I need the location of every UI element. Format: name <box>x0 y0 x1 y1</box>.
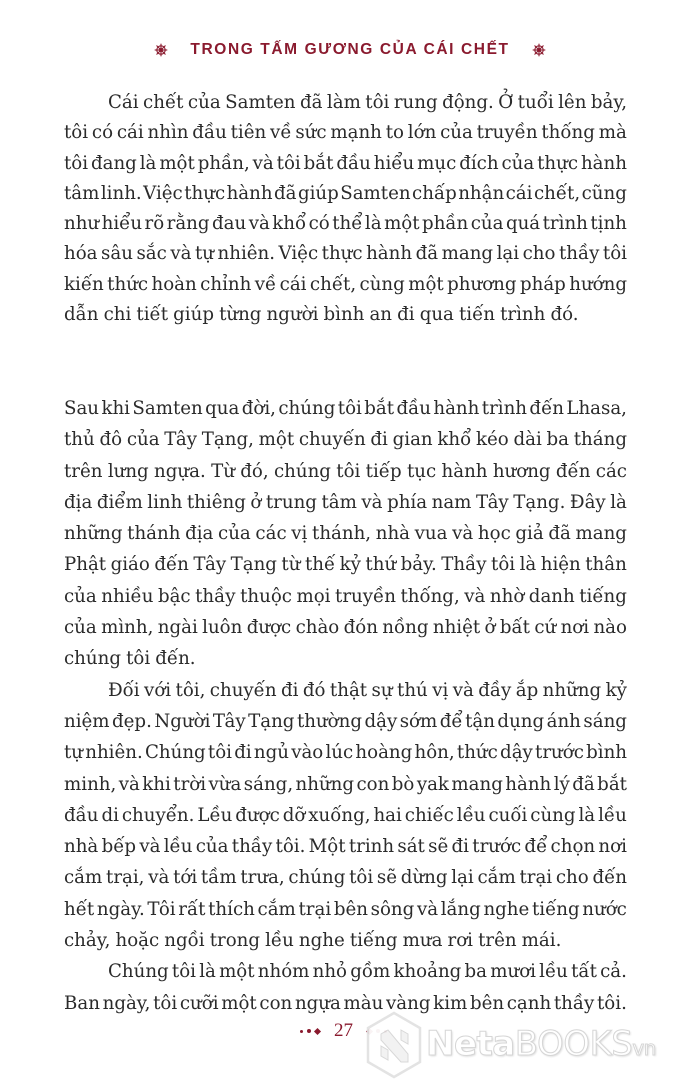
text-line: của nhiều bậc thầy thuộc mọi truyền thống, và nhờ danh tiếng <box>64 585 627 607</box>
text-line: Chúng tôi là một nhóm nhỏ gồm khoảng ba mươi lều tất cả. <box>108 961 627 983</box>
text-line: tôi đang là một phần, và tôi bắt đầu hiểu mục đích của thực hành <box>64 152 627 174</box>
text-line: cắm trại, và tới tầm trưa, chúng tôi sẽ dừng lại cắm trại cho đến <box>64 867 627 889</box>
text-line: những thánh địa của các vị thánh, nhà vua và học giả đã mang <box>64 523 627 545</box>
text-line: địa điểm linh thiêng ở trung tâm và phía nam Tây Tạng. Đây là <box>64 491 627 513</box>
text-line: niệm đẹp. Người Tây Tạng thường dậy sớm để tận dụng ánh sáng <box>64 710 627 732</box>
text-line: đầu di chuyển. Lều được dỡ xuống, hai chiếc lều cuối cùng là lều <box>64 804 627 826</box>
watermark-brand-light: BOOKS <box>514 1024 633 1064</box>
ornament-left-icon <box>300 1029 320 1034</box>
text-line: trên lưng ngựa. Từ đó, chúng tôi tiếp tục hành hương đến các <box>64 460 627 482</box>
text-line: Cái chết của Samten đã làm tôi rung động. Ở tuổi lên bảy, <box>108 92 627 113</box>
netabooks-logo-icon <box>364 1010 424 1080</box>
watermark-suffix: vn <box>632 1036 656 1060</box>
text-line: hết ngày. Tôi rất thích cắm trại bên sông và lắng nghe tiếng nước <box>64 898 627 920</box>
running-header <box>0 36 700 64</box>
dharma-wheel-icon <box>154 43 168 57</box>
paragraph-1 <box>64 88 627 330</box>
text-line: minh, và khi trời vừa sáng, những con bò yak mang hành lý đã bắt <box>64 773 627 795</box>
page-number: 27 <box>334 1020 353 1041</box>
paragraph-group-2 <box>64 393 627 1019</box>
text-line: thủ đô của Tây Tạng, một chuyến đi gian khổ kéo dài ba tháng <box>64 429 627 451</box>
text-line: tự nhiên. Chúng tôi đi ngủ vào lúc hoàng hôn, thức dậy trước bình <box>64 742 627 764</box>
watermark-text <box>426 1024 656 1064</box>
text-line: tôi có cái nhìn đầu tiên về sức mạnh to lớn của truyền thống mà <box>64 122 627 144</box>
text-line: như hiểu rõ rằng đau và khổ có thể là một phần của quá trình tịnh <box>64 213 627 235</box>
text-line: chúng tôi đến. <box>64 648 196 670</box>
text-line: Phật giáo đến Tây Tạng từ thế kỷ thứ bảy. Thầy tôi là hiện thân <box>64 554 627 576</box>
text-line: Đối với tôi, chuyến đi đó thật sự thú vị và đầy ắp những kỷ <box>108 679 627 701</box>
watermark-brand-bold: Neta <box>426 1024 515 1064</box>
text-line: Sau khi Samten qua đời, chúng tôi bắt đầu hành trình đến Lhasa, <box>64 398 627 419</box>
text-line: Ban ngày, tôi cưỡi một con ngựa màu vàng kim bên cạnh thầy tôi. <box>64 992 627 1014</box>
text-line: của mình, ngài luôn được chào đón nồng nhiệt ở bất cứ nơi nào <box>64 617 627 639</box>
text-line: dẫn chi tiết giúp từng người bình an đi qua tiến trình đó. <box>64 304 579 326</box>
text-line: hóa sâu sắc và tự nhiên. Việc thực hành đã mang lại cho thầy tôi <box>64 243 627 265</box>
text-line: tâm linh. Việc thực hành đã giúp Samten chấp nhận cái chết, cũng <box>64 182 627 204</box>
text-line: chảy, hoặc ngồi trong lều nghe tiếng mưa rơi trên mái. <box>64 930 562 952</box>
dharma-wheel-icon <box>532 43 546 57</box>
text-line: kiến thức hoàn chỉnh về cái chết, cùng một phương pháp hướng <box>64 273 627 295</box>
text-line: nhà bếp và lều của thầy tôi. Một trinh sát sẽ đi trước để chọn nơi <box>64 836 627 858</box>
netabooks-watermark <box>364 1010 694 1082</box>
chapter-title: TRONG TẤM GƯƠNG CỦA CÁI CHẾT <box>190 41 510 58</box>
